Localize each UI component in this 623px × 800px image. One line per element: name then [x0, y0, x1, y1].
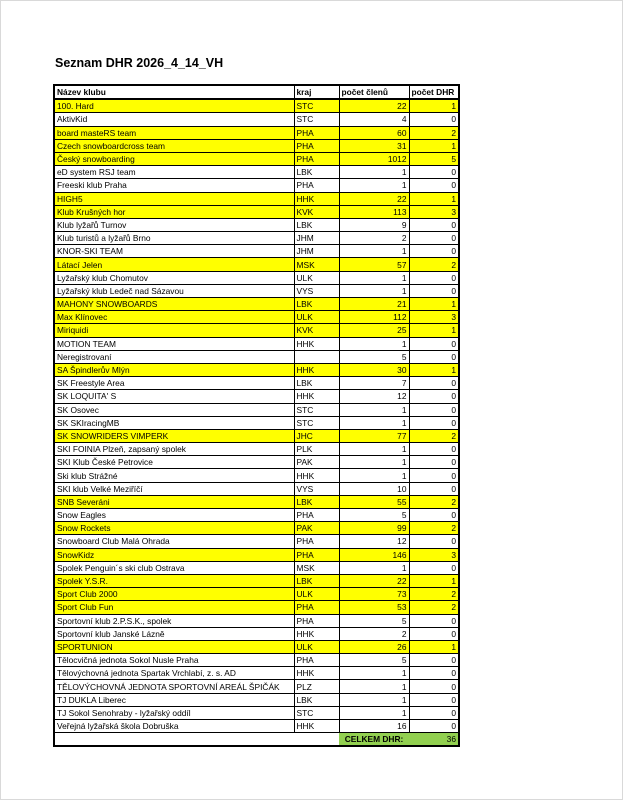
table-row: [54, 350, 459, 363]
dhr-count-cell: 1: [409, 363, 459, 376]
dhr-count-cell: 2: [409, 126, 459, 139]
club-name-cell: Veřejná lyžařská škola Dobruška: [54, 720, 294, 733]
dhr-count-cell: 0: [409, 350, 459, 363]
members-count-cell: 26: [339, 640, 409, 653]
club-name-cell: SK Freestyle Area: [54, 377, 294, 390]
members-count-cell: 12: [339, 535, 409, 548]
dhr-count-cell: 0: [409, 179, 459, 192]
kraj-cell: LBK: [294, 693, 339, 706]
dhr-count-cell: 0: [409, 469, 459, 482]
kraj-cell: HHK: [294, 337, 339, 350]
kraj-cell: KVK: [294, 324, 339, 337]
kraj-cell: KVK: [294, 205, 339, 218]
members-count-cell: 22: [339, 192, 409, 205]
dhr-count-cell: 1: [409, 640, 459, 653]
kraj-cell: ULK: [294, 311, 339, 324]
members-count-cell: 55: [339, 495, 409, 508]
table-row: [54, 574, 459, 587]
table-row: [54, 548, 459, 561]
club-name-cell: Látací Jelen: [54, 258, 294, 271]
table-row: [54, 337, 459, 350]
table-row: [54, 654, 459, 667]
club-name-cell: MAHONY SNOWBOARDS: [54, 298, 294, 311]
members-count-cell: 22: [339, 99, 409, 113]
table-row: [54, 390, 459, 403]
dhr-count-cell: 0: [409, 377, 459, 390]
table-row: [54, 522, 459, 535]
club-name-cell: Sport Club Fun: [54, 601, 294, 614]
kraj-cell: HHK: [294, 627, 339, 640]
dhr-count-cell: 0: [409, 337, 459, 350]
members-count-cell: 53: [339, 601, 409, 614]
dhr-count-cell: 3: [409, 205, 459, 218]
club-name-cell: Freeski klub Praha: [54, 179, 294, 192]
dhr-count-cell: 2: [409, 601, 459, 614]
table-row: [54, 601, 459, 614]
members-count-cell: 4: [339, 113, 409, 126]
dhr-count-cell: 0: [409, 403, 459, 416]
members-count-cell: 1: [339, 271, 409, 284]
kraj-cell: LBK: [294, 218, 339, 231]
club-name-cell: TJ Sokol Senohraby - lyžařský oddíl: [54, 706, 294, 719]
club-name-cell: Sportovní klub Janské Lázně: [54, 627, 294, 640]
kraj-cell: PAK: [294, 522, 339, 535]
dhr-count-cell: 1: [409, 298, 459, 311]
club-name-cell: 100. Hard: [54, 99, 294, 113]
club-name-cell: MOTION TEAM: [54, 337, 294, 350]
table-row: [54, 416, 459, 429]
table-row: [54, 680, 459, 693]
members-count-cell: 5: [339, 614, 409, 627]
club-name-cell: Sport Club 2000: [54, 588, 294, 601]
club-name-cell: SK SNOWRIDERS VIMPERK: [54, 429, 294, 442]
dhr-count-cell: 0: [409, 720, 459, 733]
kraj-cell: JHM: [294, 245, 339, 258]
kraj-cell: PHA: [294, 139, 339, 152]
kraj-cell: ULK: [294, 588, 339, 601]
table-row: [54, 469, 459, 482]
members-count-cell: 10: [339, 482, 409, 495]
table-row: [54, 456, 459, 469]
members-count-cell: 77: [339, 429, 409, 442]
dhr-count-cell: 1: [409, 324, 459, 337]
table-row: [54, 403, 459, 416]
club-name-cell: SKI Klub České Petrovice: [54, 456, 294, 469]
table-row: [54, 588, 459, 601]
members-count-cell: 22: [339, 574, 409, 587]
club-name-cell: Snowboard Club Malá Ohrada: [54, 535, 294, 548]
column-header-kraj: kraj: [294, 85, 339, 99]
members-count-cell: 1: [339, 416, 409, 429]
dhr-count-cell: 1: [409, 99, 459, 113]
club-name-cell: eD system RSJ team: [54, 166, 294, 179]
club-name-cell: SKI FOINIA Plzeň, zapsaný spolek: [54, 443, 294, 456]
dhr-count-cell: 0: [409, 443, 459, 456]
members-count-cell: 1: [339, 561, 409, 574]
table-body: [54, 99, 459, 733]
kraj-cell: HHK: [294, 720, 339, 733]
club-name-cell: Klub turistů a lyžařů Brno: [54, 232, 294, 245]
kraj-cell: LBK: [294, 495, 339, 508]
members-count-cell: 1: [339, 693, 409, 706]
table-row: [54, 627, 459, 640]
kraj-cell: PHA: [294, 614, 339, 627]
club-name-cell: Snow Rockets: [54, 522, 294, 535]
members-count-cell: 1: [339, 179, 409, 192]
club-name-cell: Tělovýchovná jednota Spartak Vrchlabí, z. s. AD: [54, 667, 294, 680]
dhr-count-cell: 0: [409, 284, 459, 297]
kraj-cell: STC: [294, 403, 339, 416]
club-name-cell: AktivKid: [54, 113, 294, 126]
members-count-cell: 1: [339, 245, 409, 258]
table-row: [54, 179, 459, 192]
table-header: [54, 85, 459, 99]
dhr-count-cell: 0: [409, 245, 459, 258]
kraj-cell: HHK: [294, 469, 339, 482]
members-count-cell: 1: [339, 680, 409, 693]
members-count-cell: 1: [339, 337, 409, 350]
members-count-cell: 1: [339, 166, 409, 179]
club-name-cell: SPORTUNION: [54, 640, 294, 653]
members-count-cell: 31: [339, 139, 409, 152]
members-count-cell: 113: [339, 205, 409, 218]
table-row: [54, 495, 459, 508]
table-row: [54, 509, 459, 522]
members-count-cell: 2: [339, 627, 409, 640]
kraj-cell: HHK: [294, 667, 339, 680]
kraj-cell: ULK: [294, 640, 339, 653]
dhr-count-cell: 1: [409, 574, 459, 587]
dhr-count-cell: 0: [409, 271, 459, 284]
total-label: CELKEM DHR:: [339, 733, 409, 747]
dhr-count-cell: 0: [409, 680, 459, 693]
dhr-count-cell: 0: [409, 456, 459, 469]
kraj-cell: LBK: [294, 298, 339, 311]
dhr-count-cell: 0: [409, 535, 459, 548]
club-name-cell: Neregistrovaní: [54, 350, 294, 363]
kraj-cell: JHM: [294, 232, 339, 245]
kraj-cell: VYS: [294, 482, 339, 495]
dhr-count-cell: 1: [409, 192, 459, 205]
members-count-cell: 1: [339, 456, 409, 469]
members-count-cell: 5: [339, 350, 409, 363]
table-row: [54, 271, 459, 284]
club-table: [53, 84, 460, 747]
dhr-count-cell: 0: [409, 627, 459, 640]
club-name-cell: Spolek Penguin´s ski club Ostrava: [54, 561, 294, 574]
table-row: [54, 192, 459, 205]
table-row: [54, 152, 459, 165]
club-name-cell: Klub lyžařů Turnov: [54, 218, 294, 231]
kraj-cell: STC: [294, 706, 339, 719]
members-count-cell: 16: [339, 720, 409, 733]
table-row: [54, 139, 459, 152]
club-name-cell: SnowKidz: [54, 548, 294, 561]
members-count-cell: 5: [339, 509, 409, 522]
table-row: [54, 126, 459, 139]
table-row: [54, 298, 459, 311]
table-row: [54, 324, 459, 337]
members-count-cell: 30: [339, 363, 409, 376]
dhr-count-cell: 0: [409, 232, 459, 245]
dhr-count-cell: 3: [409, 548, 459, 561]
column-header-members: počet členů: [339, 85, 409, 99]
table-row: [54, 482, 459, 495]
members-count-cell: 21: [339, 298, 409, 311]
members-count-cell: 1: [339, 667, 409, 680]
members-count-cell: 1012: [339, 152, 409, 165]
table-row: [54, 706, 459, 719]
table-row: [54, 377, 459, 390]
dhr-count-cell: 2: [409, 522, 459, 535]
members-count-cell: 2: [339, 232, 409, 245]
members-count-cell: 1: [339, 706, 409, 719]
table-row: [54, 614, 459, 627]
members-count-cell: 1: [339, 443, 409, 456]
club-name-cell: Czech snowboardcross team: [54, 139, 294, 152]
club-name-cell: HIGH5: [54, 192, 294, 205]
dhr-count-cell: 2: [409, 429, 459, 442]
kraj-cell: PHA: [294, 126, 339, 139]
dhr-count-cell: 5: [409, 152, 459, 165]
dhr-count-cell: 0: [409, 482, 459, 495]
club-name-cell: Lyžařský klub Chomutov: [54, 271, 294, 284]
club-name-cell: TJ DUKLA Liberec: [54, 693, 294, 706]
dhr-count-cell: 1: [409, 139, 459, 152]
members-count-cell: 146: [339, 548, 409, 561]
table-row: [54, 561, 459, 574]
club-name-cell: Sportovní klub 2.P.S.K., spolek: [54, 614, 294, 627]
table-row: [54, 363, 459, 376]
club-name-cell: SA Špindlerův Mlýn: [54, 363, 294, 376]
club-name-cell: Český snowboarding: [54, 152, 294, 165]
table-row: [54, 640, 459, 653]
dhr-count-cell: 0: [409, 390, 459, 403]
kraj-cell: PHA: [294, 509, 339, 522]
table-row: [54, 284, 459, 297]
dhr-count-cell: 0: [409, 654, 459, 667]
table-row: [54, 232, 459, 245]
club-name-cell: Tělocvičná jednota Sokol Nusle Praha: [54, 654, 294, 667]
dhr-count-cell: 0: [409, 667, 459, 680]
column-header-name: Název klubu: [54, 85, 294, 99]
table-row: [54, 258, 459, 271]
members-count-cell: 112: [339, 311, 409, 324]
dhr-count-cell: 0: [409, 509, 459, 522]
kraj-cell: PHA: [294, 179, 339, 192]
kraj-cell: VYS: [294, 284, 339, 297]
club-name-cell: Spolek Y.S.R.: [54, 574, 294, 587]
dhr-count-cell: 2: [409, 258, 459, 271]
table-row: [54, 693, 459, 706]
members-count-cell: 5: [339, 654, 409, 667]
kraj-cell: ULK: [294, 271, 339, 284]
table-row: [54, 720, 459, 733]
dhr-count-cell: 0: [409, 113, 459, 126]
kraj-cell: PLK: [294, 443, 339, 456]
total-value: 36: [409, 733, 459, 747]
table-row: [54, 113, 459, 126]
kraj-cell: PHA: [294, 601, 339, 614]
members-count-cell: 9: [339, 218, 409, 231]
members-count-cell: 1: [339, 469, 409, 482]
club-name-cell: SK SKIracingMB: [54, 416, 294, 429]
dhr-count-cell: 0: [409, 693, 459, 706]
club-name-cell: TĚLOVÝCHOVNÁ JEDNOTA SPORTOVNÍ AREÁL ŠPIČÁK: [54, 680, 294, 693]
club-name-cell: SK Osovec: [54, 403, 294, 416]
column-header-dhr: počet DHR: [409, 85, 459, 99]
members-count-cell: 57: [339, 258, 409, 271]
kraj-cell: HHK: [294, 363, 339, 376]
members-count-cell: 12: [339, 390, 409, 403]
kraj-cell: PHA: [294, 152, 339, 165]
members-count-cell: 1: [339, 403, 409, 416]
dhr-count-cell: 0: [409, 166, 459, 179]
table-row: [54, 166, 459, 179]
members-count-cell: 7: [339, 377, 409, 390]
members-count-cell: 99: [339, 522, 409, 535]
dhr-count-cell: 0: [409, 706, 459, 719]
kraj-cell: PAK: [294, 456, 339, 469]
club-name-cell: board masteRS team: [54, 126, 294, 139]
kraj-cell: LBK: [294, 166, 339, 179]
kraj-cell: LBK: [294, 377, 339, 390]
kraj-cell: JHC: [294, 429, 339, 442]
dhr-count-cell: 2: [409, 588, 459, 601]
club-name-cell: Ski klub Strážné: [54, 469, 294, 482]
members-count-cell: 25: [339, 324, 409, 337]
table-row: [54, 429, 459, 442]
dhr-count-cell: 0: [409, 416, 459, 429]
club-name-cell: SNB Severáni: [54, 495, 294, 508]
kraj-cell: [294, 350, 339, 363]
club-name-cell: Lyžařský klub Ledeč nad Sázavou: [54, 284, 294, 297]
club-name-cell: SKI klub Velké Meziříčí: [54, 482, 294, 495]
table-row: [54, 443, 459, 456]
kraj-cell: PHA: [294, 535, 339, 548]
table-footer: [54, 733, 459, 747]
dhr-count-cell: 0: [409, 218, 459, 231]
table-row: [54, 535, 459, 548]
members-count-cell: 73: [339, 588, 409, 601]
club-name-cell: Miriquidi: [54, 324, 294, 337]
document-title: Seznam DHR 2026_4_14_VH: [55, 56, 224, 70]
members-count-cell: 60: [339, 126, 409, 139]
kraj-cell: MSK: [294, 561, 339, 574]
kraj-cell: STC: [294, 416, 339, 429]
kraj-cell: LBK: [294, 574, 339, 587]
dhr-count-cell: 0: [409, 614, 459, 627]
kraj-cell: HHK: [294, 192, 339, 205]
kraj-cell: MSK: [294, 258, 339, 271]
table-row: [54, 205, 459, 218]
kraj-cell: PHA: [294, 548, 339, 561]
dhr-count-cell: 3: [409, 311, 459, 324]
kraj-cell: STC: [294, 113, 339, 126]
club-name-cell: Snow Eagles: [54, 509, 294, 522]
dhr-count-cell: 2: [409, 495, 459, 508]
table-row: [54, 311, 459, 324]
club-name-cell: KNOR-SKI TEAM: [54, 245, 294, 258]
table-row: [54, 667, 459, 680]
table-row: [54, 218, 459, 231]
kraj-cell: STC: [294, 99, 339, 113]
members-count-cell: 1: [339, 284, 409, 297]
table-row: [54, 245, 459, 258]
dhr-count-cell: 0: [409, 561, 459, 574]
kraj-cell: HHK: [294, 390, 339, 403]
kraj-cell: PHA: [294, 654, 339, 667]
club-name-cell: Max Klínovec: [54, 311, 294, 324]
club-name-cell: Klub Krušných hor: [54, 205, 294, 218]
club-name-cell: SK LOQUITA' S: [54, 390, 294, 403]
kraj-cell: PLZ: [294, 680, 339, 693]
table-row: [54, 99, 459, 113]
